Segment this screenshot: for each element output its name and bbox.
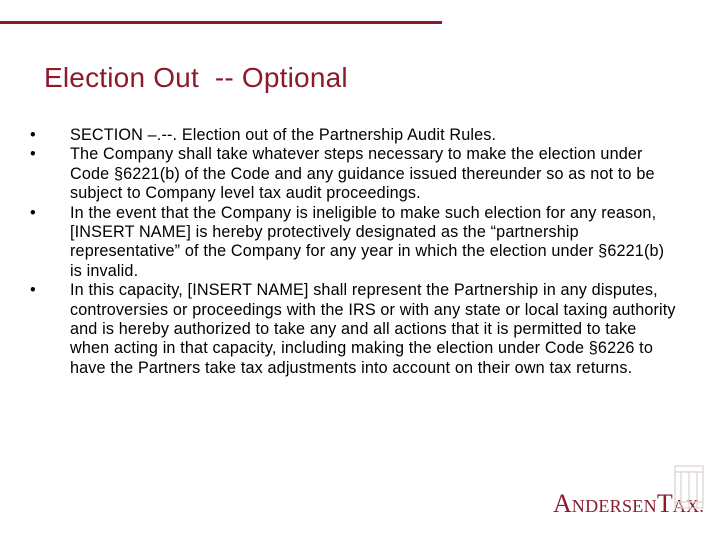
bullet-text: The Company shall take whatever steps necessary to make the election under Code §6221(b) of the Code and any guidance issued thereunder so as not to be subject to Company level tax audit proceedings. (70, 145, 655, 203)
bullet-item (30, 204, 680, 282)
bullet-marker: • (30, 281, 36, 300)
title-rule (0, 21, 442, 24)
bullet-text: SECTION –.--. Election out of the Partnership Audit Rules. (70, 126, 497, 144)
bullet-marker: • (30, 126, 36, 144)
bullet-item (30, 145, 680, 203)
bullet-item (30, 281, 680, 378)
building-facade-icon (672, 462, 706, 512)
bullet-list (30, 126, 680, 378)
bullet-marker: • (30, 203, 36, 222)
bullet-text: In the event that the Company is ineligible to make such election for any reason, [INSERT NAME] is hereby protectively designated as the “partnership representative” of the Company for any year in which the election under §6221(b) is invalid. (70, 203, 665, 280)
bullet-marker: • (30, 145, 36, 164)
page-title: Election Out -- Optional (44, 62, 348, 93)
bullet-text: In this capacity, [INSERT NAME] shall represent the Partnership in any disputes, controversies or proceedings with the IRS or with any state or local taxing authority and is hereby authorized to take any and all actions that it is permitted to take when acting in that capacity, including making the election under Code §6226 to have the Partners take tax adjustments into account on their own tax returns. (70, 281, 676, 377)
bullet-item (30, 126, 680, 145)
andersen-tax-logo: ANDERSENTAX. (553, 489, 705, 518)
